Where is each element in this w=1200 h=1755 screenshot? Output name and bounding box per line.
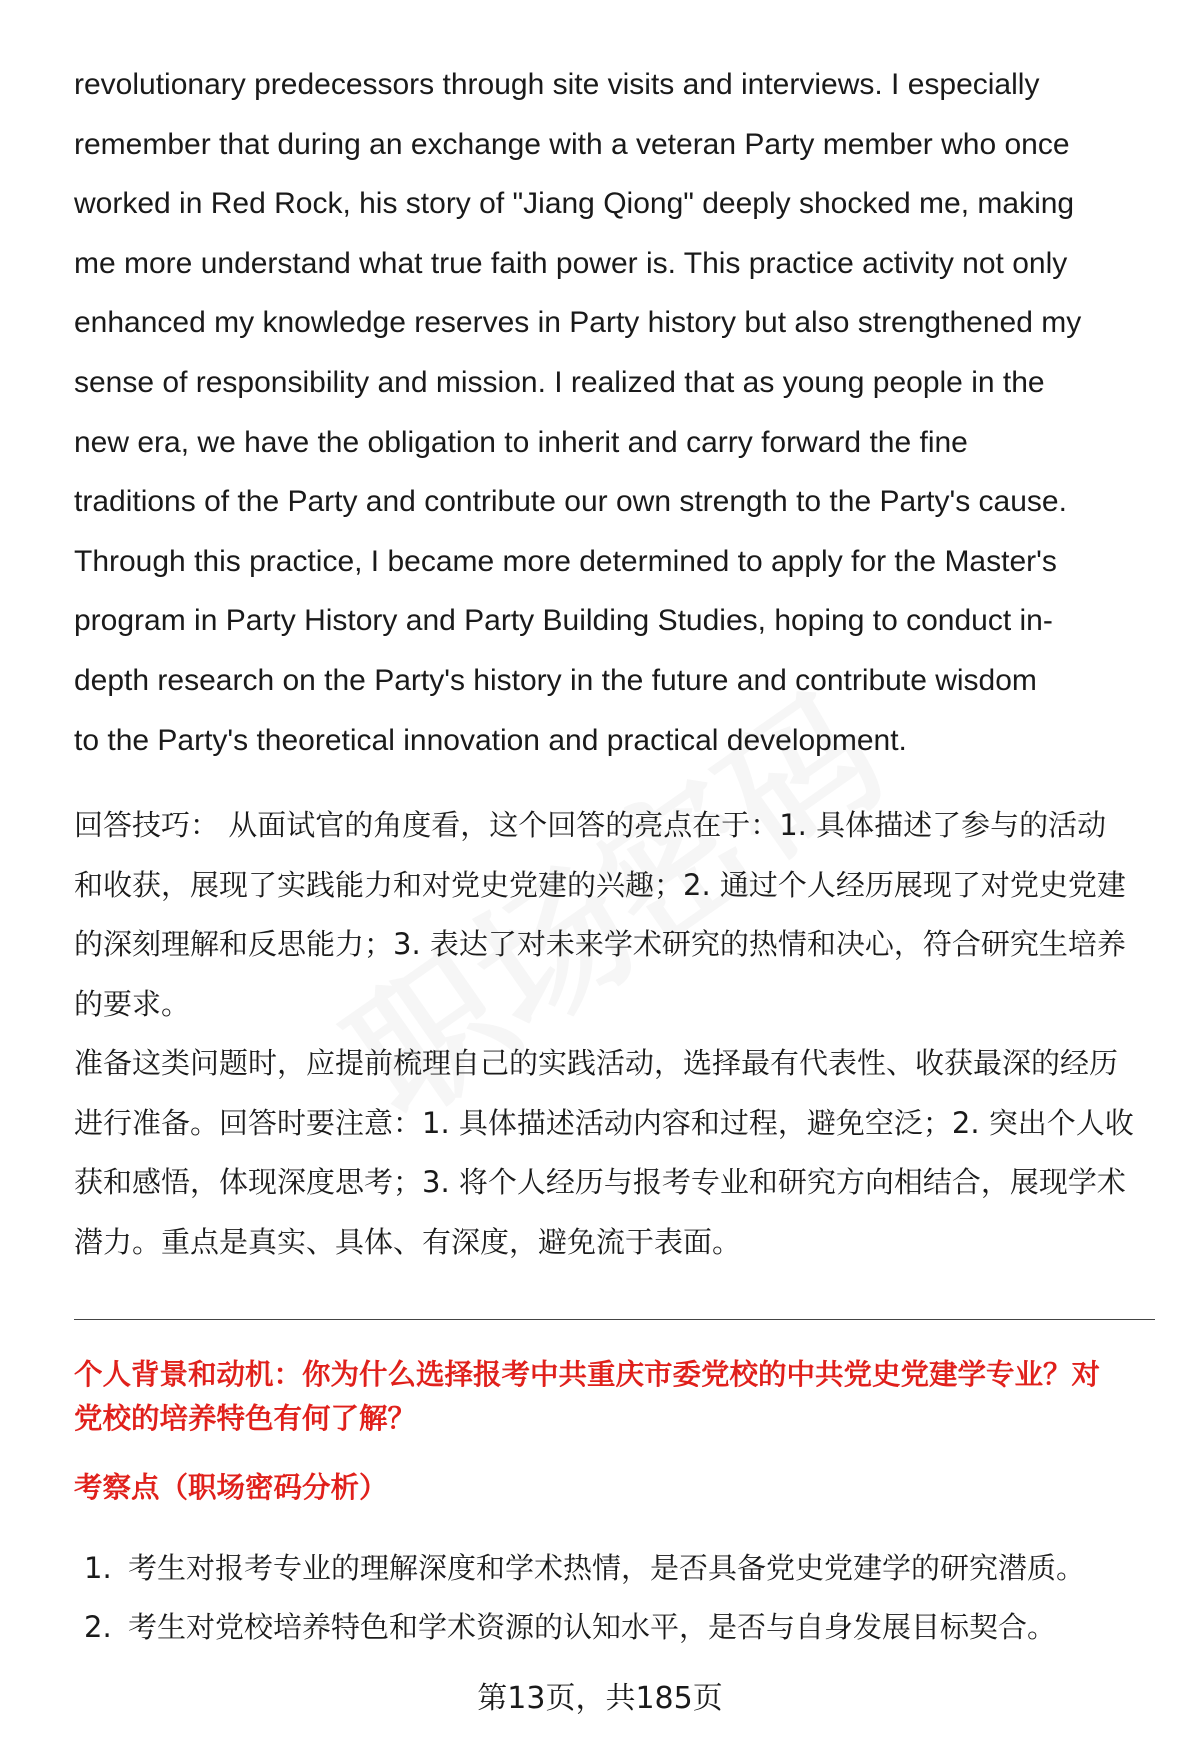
section-divider	[74, 1319, 1155, 1320]
paragraph-line: me more understand what true faith power is. This practice activity not only	[74, 246, 1068, 280]
paragraph-line: depth research on the Party's history in the future and contribute wisdom	[74, 663, 1037, 697]
paragraph-line: 的要求。	[74, 986, 191, 1021]
paragraph-line: new era, we have the obligation to inherit and carry forward the fine	[74, 425, 968, 459]
paragraph-line: 准备这类问题时，应提前梳理自己的实践活动，选择最有代表性、收获最深的经历	[74, 1046, 1119, 1080]
list-item-text: 考生对报考专业的理解深度和学术热情，是否具备党史党建学的研究潜质。	[128, 1551, 1086, 1585]
paragraph-line: remember that during an exchange with a veteran Party member who once	[74, 127, 1070, 161]
english-answer-paragraph	[74, 55, 1154, 770]
paragraph-line: to the Party's theoretical innovation and practical development.	[74, 723, 907, 757]
paragraph-line: 进行准备。回答时要注意：1. 具体描述活动内容和过程，避免空泛；2. 突出个人收	[74, 1105, 1134, 1140]
paragraph-line: 获和感悟，体现深度思考；3. 将个人经历与报考专业和研究方向相结合，展现学术	[74, 1165, 1126, 1199]
question-heading-line: 党校的培养特色有何了解？	[74, 1402, 417, 1435]
paragraph-line: program in Party History and Party Building Studies, hoping to conduct in-	[74, 604, 1053, 638]
question-heading	[74, 1353, 1164, 1441]
assessment-points-list	[84, 1539, 1164, 1657]
question-heading-line: 个人背景和动机：你为什么选择报考中共重庆市委党校的中共党史党建学专业？对	[74, 1358, 1101, 1391]
paragraph-line: enhanced my knowledge reserves in Party history but also strengthened my	[74, 306, 1082, 340]
preparation-paragraph	[74, 1034, 1164, 1272]
list-item	[84, 1598, 1164, 1657]
paragraph-line: traditions of the Party and contribute our own strength to the Party's cause.	[74, 485, 1067, 519]
paragraph-line: 回答技巧： 从面试官的角度看，这个回答的亮点在于：1. 具体描述了参与的活动	[74, 808, 1107, 842]
list-item-text: 考生对党校培养特色和学术资源的认知水平，是否与自身发展目标契合。	[128, 1610, 1057, 1644]
paragraph-line: 和收获，展现了实践能力和对党史党建的兴趣；2. 通过个人经历展现了对党史党建	[74, 867, 1126, 902]
paragraph-line: worked in Red Rock, his story of "Jiang Qiong" deeply shocked me, making	[74, 187, 1075, 221]
list-number: 1.	[84, 1551, 112, 1585]
paragraph-line: 潜力。重点是真实、具体、有深度，避免流于表面。	[74, 1224, 742, 1259]
answer-tips-paragraph	[74, 796, 1164, 1034]
paragraph-line: Through this practice, I became more determined to apply for the Master's	[74, 544, 1057, 578]
list-item	[84, 1539, 1164, 1598]
paragraph-line: revolutionary predecessors through site visits and interviews. I especially	[74, 68, 1040, 101]
paragraph-line: sense of responsibility and mission. I realized that as young people in the	[74, 365, 1045, 399]
section-title: 考察点（职场密码分析）	[74, 1471, 388, 1504]
list-number: 2.	[84, 1610, 112, 1644]
page-footer: 第13页，共185页	[477, 1681, 723, 1716]
paragraph-line: 的深刻理解和反思能力；3. 表达了对未来学术研究的热情和决心，符合研究生培养	[74, 927, 1126, 961]
